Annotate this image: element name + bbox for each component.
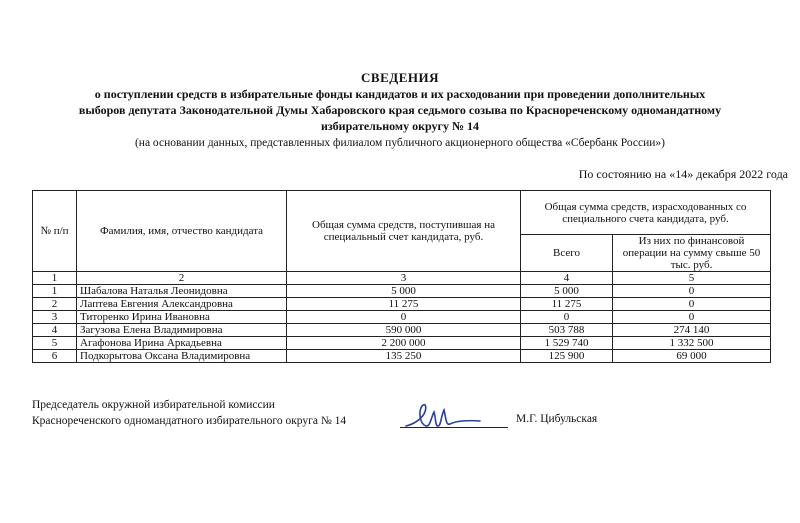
- spent-total: 0: [521, 311, 613, 324]
- document-title: СВЕДЕНИЯ: [361, 70, 439, 85]
- signatory-position: [32, 397, 346, 429]
- spent-total: 5 000: [521, 285, 613, 298]
- received-amount: 5 000: [287, 285, 521, 298]
- column-index: 2: [77, 272, 287, 285]
- table-row: [33, 298, 771, 311]
- position-line-1: Председатель окружной избирательной комиссии: [32, 399, 275, 411]
- received-amount: 590 000: [287, 324, 521, 337]
- position-line-2: Краснореченского одномандатного избирательного округа № 14: [32, 415, 347, 427]
- subtitle-line-3: избирательному округу № 14: [320, 119, 480, 133]
- column-index: 4: [521, 272, 613, 285]
- signatory-name: М.Г. Цибульская: [516, 413, 598, 425]
- row-number: 2: [33, 298, 77, 311]
- header-received: Общая сумма средств, поступившая на специальный счет кандидата, руб.: [287, 191, 521, 272]
- column-index: 5: [613, 272, 771, 285]
- table-row: [33, 337, 771, 350]
- header-candidate-name: Фамилия, имя, отчество кандидата: [77, 191, 287, 272]
- candidate-name: Лаптева Евгения Александровна: [77, 298, 287, 311]
- spent-over-50k: 0: [613, 285, 771, 298]
- data-source-note: (на основании данных, представленных филиалом публичного акционерного общества «Сбербанк России»): [134, 137, 666, 149]
- row-number: 4: [33, 324, 77, 337]
- row-number: 1: [33, 285, 77, 298]
- handwritten-signature-icon: [400, 396, 510, 441]
- column-index-row: [33, 272, 771, 285]
- candidate-name: Агафонова Ирина Аркадьевна: [77, 337, 287, 350]
- column-index: 3: [287, 272, 521, 285]
- row-number: 3: [33, 311, 77, 324]
- funds-table: [32, 190, 771, 363]
- signature-line: [400, 427, 508, 428]
- subtitle-line-1: о поступлении средств в избирательные фонды кандидатов и их расходовании при проведении дополнительных: [94, 87, 706, 101]
- header-spent-total: Всего: [521, 235, 613, 272]
- received-amount: 135 250: [287, 350, 521, 363]
- spent-total: 11 275: [521, 298, 613, 311]
- candidate-name: Титоренко Ирина Ивановна: [77, 311, 287, 324]
- received-amount: 0: [287, 311, 521, 324]
- header-number: № п/п: [33, 191, 77, 272]
- as-of-date: По состоянию на «14» декабря 2022 года: [578, 167, 788, 181]
- table-row: [33, 350, 771, 363]
- subtitle-line-2: выборов депутата Законодательной Думы Хабаровского края седьмого созыва по Краснореченскому одномандатному: [78, 103, 722, 117]
- table-row: [33, 311, 771, 324]
- received-amount: 11 275: [287, 298, 521, 311]
- spent-over-50k: 0: [613, 311, 771, 324]
- document-subtitle: [20, 86, 780, 134]
- header-spent: Общая сумма средств, израсходованных со специального счета кандидата, руб.: [521, 191, 771, 235]
- header-spent-over-50k: Из них по финансовой операции на сумму свыше 50 тыс. руб.: [613, 235, 771, 272]
- candidate-name: Шабалова Наталья Леонидовна: [77, 285, 287, 298]
- spent-total: 125 900: [521, 350, 613, 363]
- spent-over-50k: 1 332 500: [613, 337, 771, 350]
- spent-over-50k: 274 140: [613, 324, 771, 337]
- table-row: [33, 324, 771, 337]
- spent-over-50k: 69 000: [613, 350, 771, 363]
- received-amount: 2 200 000: [287, 337, 521, 350]
- table-row: [33, 285, 771, 298]
- candidate-name: Подкорытова Оксана Владимировна: [77, 350, 287, 363]
- row-number: 5: [33, 337, 77, 350]
- spent-total: 1 529 740: [521, 337, 613, 350]
- spent-total: 503 788: [521, 324, 613, 337]
- column-index: 1: [33, 272, 77, 285]
- spent-over-50k: 0: [613, 298, 771, 311]
- candidate-name: Загузова Елена Владимировна: [77, 324, 287, 337]
- row-number: 6: [33, 350, 77, 363]
